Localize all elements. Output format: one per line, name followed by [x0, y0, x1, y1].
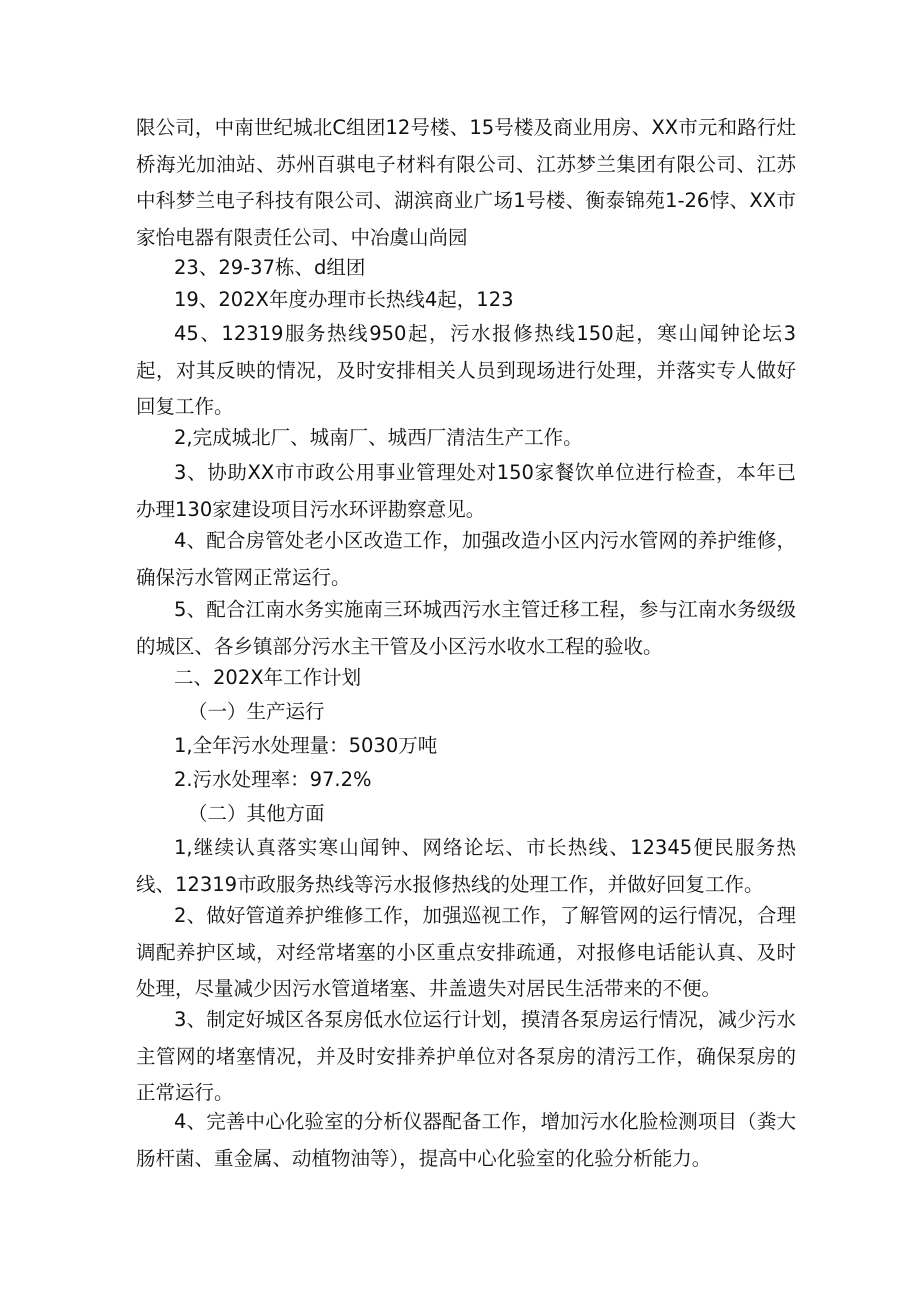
- paragraph-12: 2、做好管道养护维修工作，加强巡视工作，了解管网的运行情况，合理调配养护区域，对经常堵塞的小区重点安排疏通，对报修电话能认真、及时处理，尽量减少因污水管道堵塞、井盖遗失对居民生活带来的不便。: [136, 904, 796, 1000]
- paragraph-14: 4、完善中心化验室的分析仪器配备工作，增加污水化脸检测项目（粪大肠杆菌、重金属、动植物油等），提高中心化验室的化验分析能力。: [136, 1110, 796, 1170]
- paragraph-10: 2.污水处理率：97.2%: [174, 768, 372, 791]
- subsection-heading-1: （一）生产运行: [188, 700, 325, 723]
- paragraph-9: 1,全年污水处理量：5030万吨: [174, 734, 438, 757]
- paragraph-13: 3、制定好城区各泵房低水位运行计划，摸清各泵房运行情况，减少污水主管网的堵塞情况，并及时安排养护单位对各泵房的清污工作，确保泵房的正常运行。: [136, 1008, 796, 1104]
- section-heading-2: 二、202X年工作计划: [174, 666, 362, 689]
- paragraph-4: 45、12319服务热线950起，污水报修热线150起，寒山闻钟论坛3起，对其反映的情况，及时安排相关人员到现场进行处理，并落实专人做好回复工作。: [136, 322, 796, 418]
- paragraph-5: 2,完成城北厂、城南厂、城西厂清洁生产工作。: [174, 426, 583, 449]
- paragraph-8: 5、配合江南水务实施南三环城西污水主管迁移工程，参与江南水务级级的城区、各乡镇部分污水主干管及小区污水收水工程的验收。: [136, 598, 796, 658]
- paragraph-11: 1,继续认真落实寒山闻钟、网络论坛、市长热线、12345便民服务热线、12319市政服务热线等污水报修热线的处理工作，并做好回复工作。: [136, 836, 796, 896]
- paragraph-2: 23、29-37栋、d组团: [174, 256, 366, 279]
- subsection-heading-2: （二）其他方面: [188, 802, 325, 825]
- paragraph-6: 3、协助XX市市政公用事业管理处对150家餐饮单位进行检查，本年已办理130家建设项目污水环评勘察意见。: [136, 461, 796, 521]
- paragraph-7: 4、配合房管处老小区改造工作，加强改造小区内污水管网的养护维修，确保污水管网正常运行。: [136, 529, 796, 589]
- paragraph-3: 19、202X年度办理市长热线4起，123: [174, 288, 514, 311]
- paragraph-1: 限公司，中南世纪城北C组团12号楼、15号楼及商业用房、XX市元和路行灶桥海光加油站、苏州百骐电子材料有限公司、江苏梦兰集团有限公司、江苏中科梦兰电子科技有限公司、湖滨商业广场1号楼、衡泰锦苑1-26悖、XX市家怡电器有限责任公司、中冶虞山尚园: [136, 116, 796, 249]
